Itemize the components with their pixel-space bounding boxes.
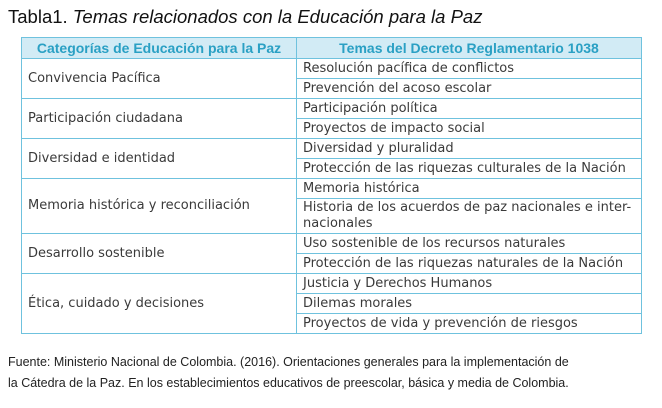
source-note [8, 352, 658, 394]
topic-cell: Protección de las riquezas naturales de la Nación [297, 254, 642, 274]
header-categories: Categorías de Educación para la Paz [22, 38, 297, 59]
topic-cell: Dilemas morales [297, 294, 642, 314]
topic-cell: Resolución pacífica de conflictos [297, 59, 642, 79]
topic-cell: Proyectos de vida y prevención de riesgos [297, 314, 642, 334]
table-caption [8, 6, 482, 28]
category-cell: Ética, cuidado y decisiones [22, 274, 297, 334]
topic-cell: Memoria histórica [297, 179, 642, 199]
table-row [22, 179, 642, 199]
category-cell: Memoria histórica y reconciliación [22, 179, 297, 234]
table-row [22, 139, 642, 159]
caption-title: Temas relacionados con la Educación para la Paz [72, 6, 483, 27]
table-row [22, 99, 642, 119]
topic-cell: Uso sostenible de los recursos naturales [297, 234, 642, 254]
topic-cell: Historia de los acuerdos de paz nacionales e inter- nacionales [297, 199, 642, 234]
category-cell: Convivencia Pacífica [22, 59, 297, 99]
source-line: la Cátedra de la Paz. En los establecimientos educativos de preescolar, básica y media de Colombia. [8, 376, 569, 390]
category-cell: Participación ciudadana [22, 99, 297, 139]
topic-cell: Protección de las riquezas culturales de la Nación [297, 159, 642, 179]
topic-cell: Diversidad y pluralidad [297, 139, 642, 159]
table-row [22, 274, 642, 294]
topic-cell: Participación política [297, 99, 642, 119]
table-row [22, 234, 642, 254]
topic-cell: Prevención del acoso escolar [297, 79, 642, 99]
peace-education-table [21, 37, 642, 334]
topic-cell: Justicia y Derechos Humanos [297, 274, 642, 294]
category-cell: Desarrollo sostenible [22, 234, 297, 274]
table-body [22, 59, 642, 334]
caption-label: Tabla1. [8, 6, 73, 27]
table-header-row [22, 38, 642, 59]
table-row [22, 59, 642, 79]
header-topics: Temas del Decreto Reglamentario 1038 [297, 38, 642, 59]
category-cell: Diversidad e identidad [22, 139, 297, 179]
topic-cell: Proyectos de impacto social [297, 119, 642, 139]
source-line: Fuente: Ministerio Nacional de Colombia. (2016). Orientaciones generales para la implementación de [8, 355, 569, 369]
